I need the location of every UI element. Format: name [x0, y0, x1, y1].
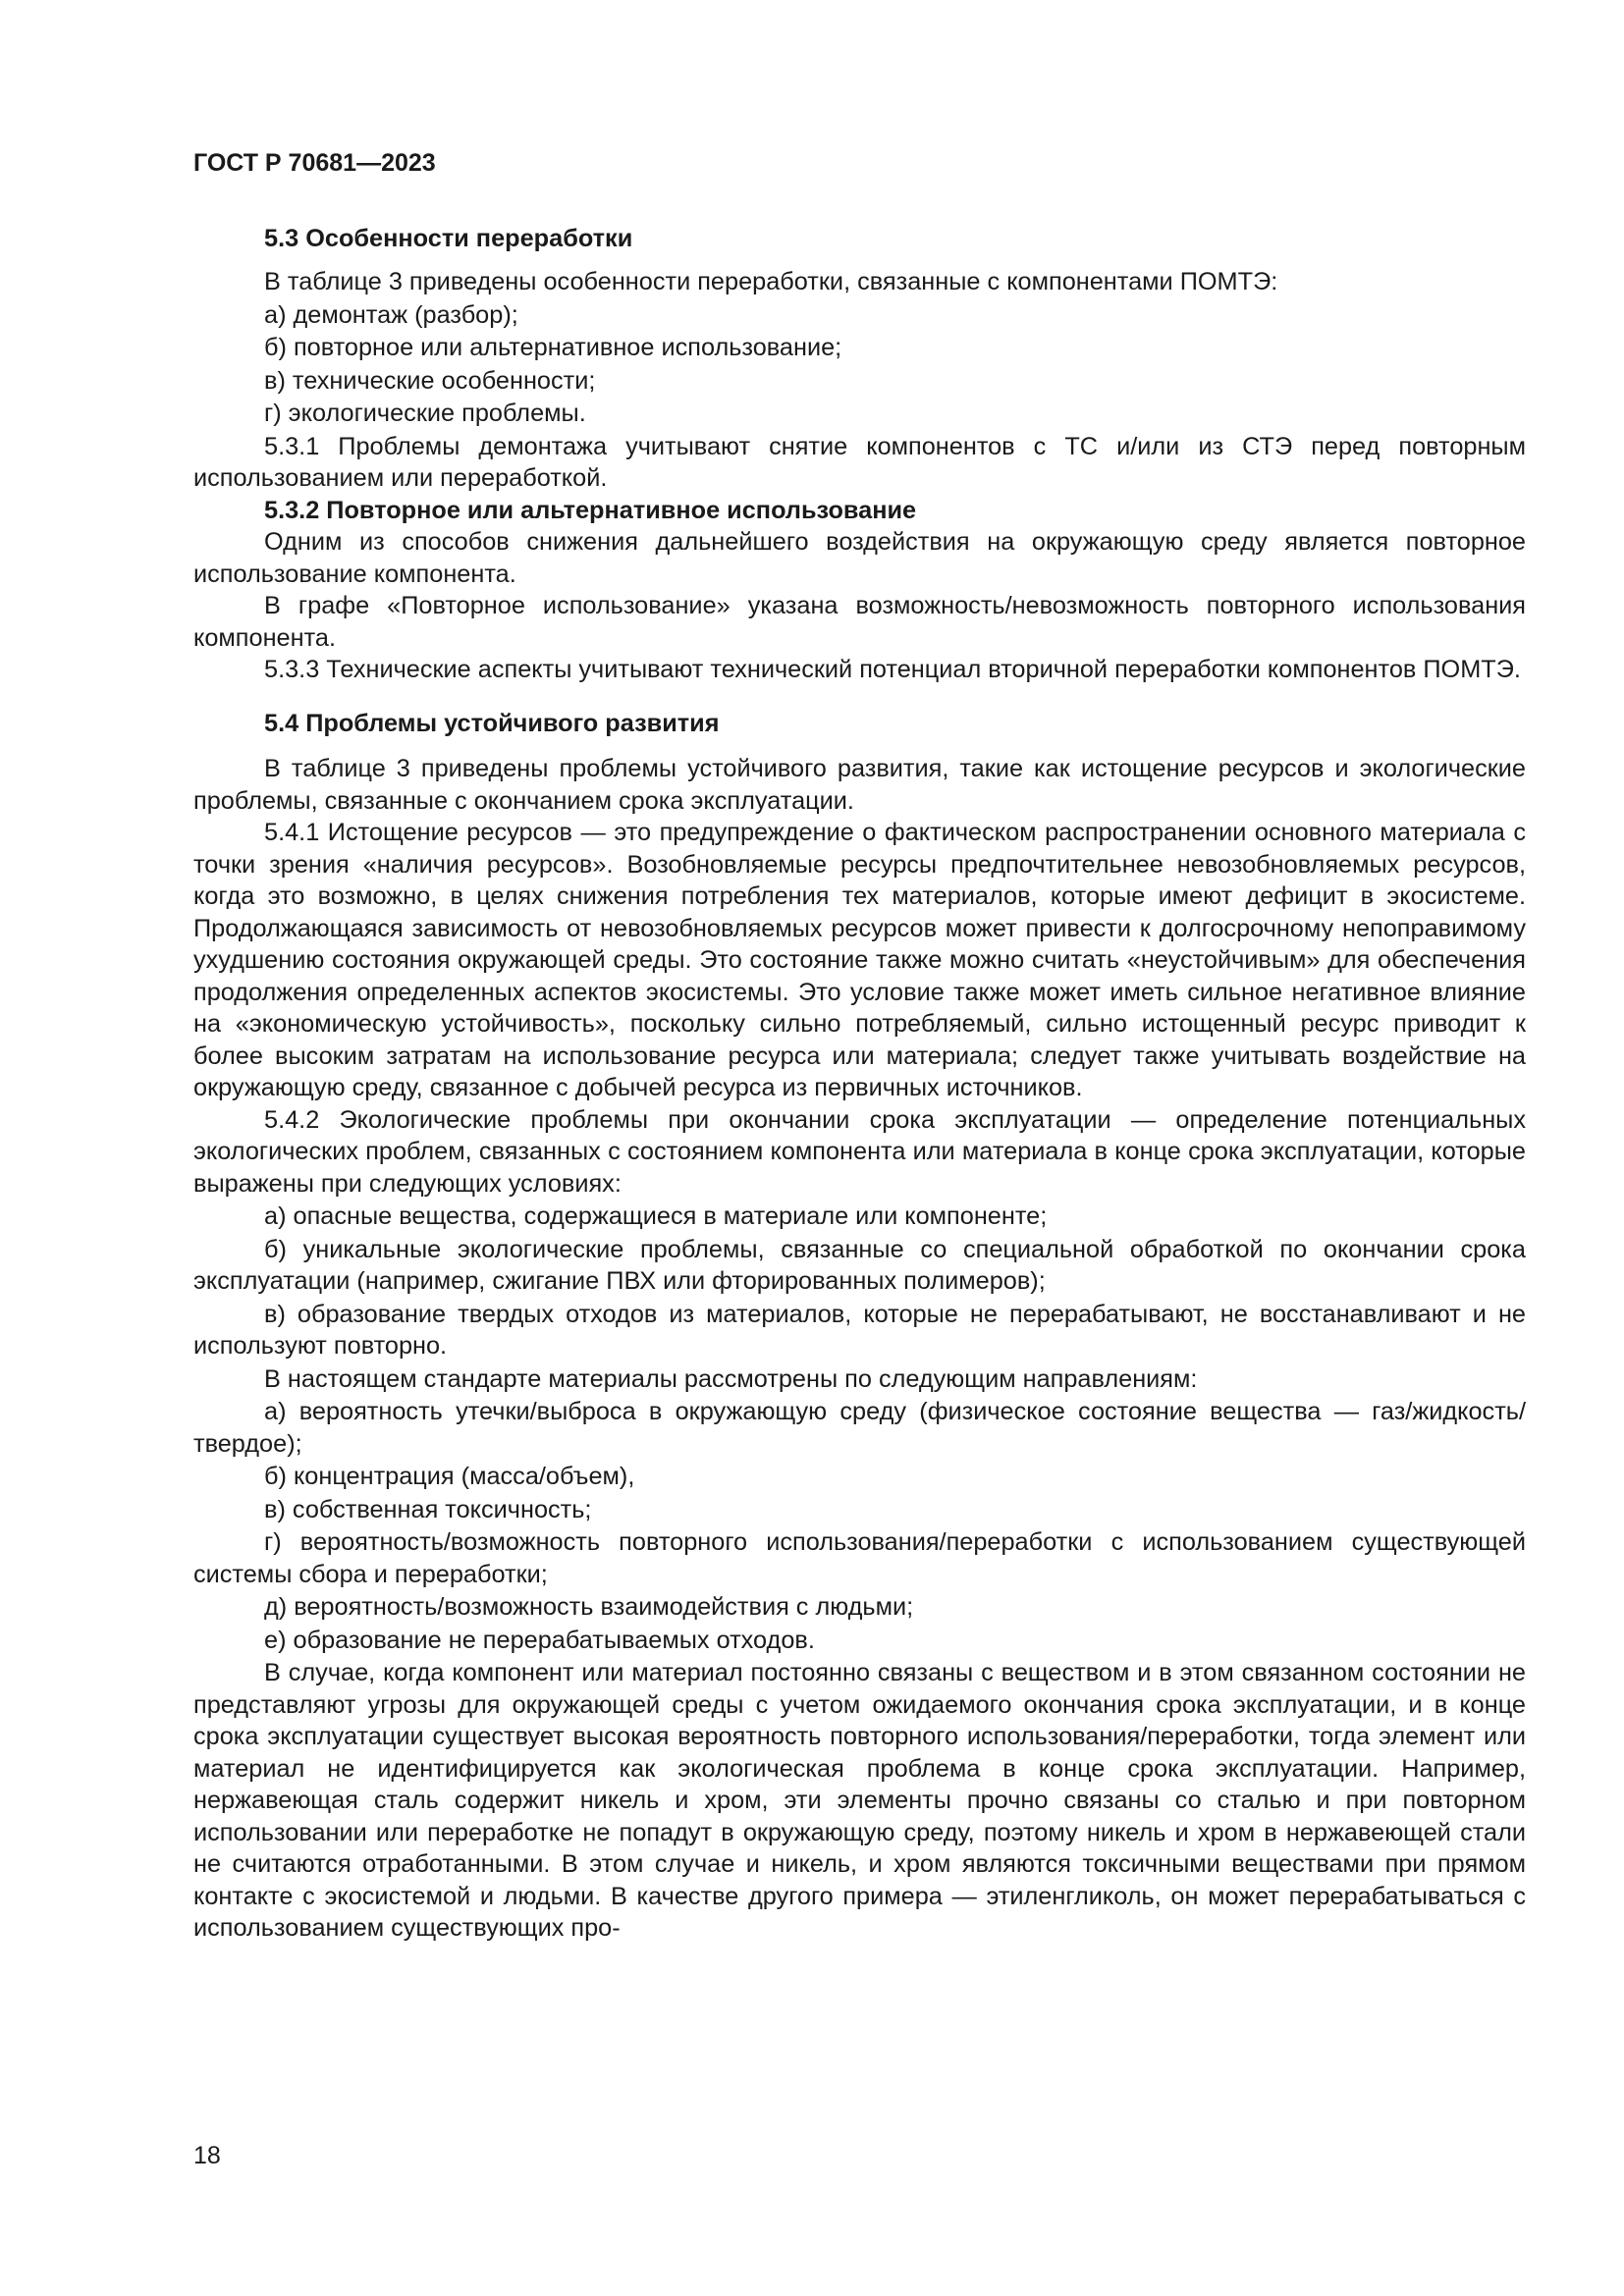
list-item: в) технические особенности;	[264, 366, 596, 395]
section-5-4-title: 5.4 Проблемы устойчивого развития	[264, 709, 720, 737]
list-item: г) экологические проблемы.	[264, 400, 586, 427]
section-5-4-intro: В таблице 3 приведены проблемы устойчивого развития, такие как истощение ресурсов и экологические проблемы, связанные с окончанием срока эксплуатации.	[193, 755, 1526, 815]
list-item: а) демонтаж (разбор);	[264, 300, 518, 329]
list-item: в) собственная токсичность;	[264, 1495, 592, 1523]
document-page	[193, 147, 1526, 1945]
list-item: а) вероятность утечки/выброса в окружающую среду (физическое состояние вещества — газ/жидкость/твердое);	[193, 1398, 1526, 1458]
list-item: в) образование твердых отходов из материалов, которые не перерабатывают, не восстанавливают и не используют повторно.	[193, 1300, 1526, 1360]
paragraph-5-4-1: 5.4.1 Истощение ресурсов — это предупреждение о фактическом распространении основного материала с точки зрения «наличия ресурсов». Возобновляемые ресурсы предпочтительнее невозобновляемых ресурсов, когда это возможно, в целях снижения потребления тех материалов, которые имеют дефицит в экосистеме. Продолжающаяся зависимость от невозобновляемых ресурсов может привести к долгосрочному непоправимому ухудшению состояния окружающей среды. Это состояние также можно считать «неустойчивым» для обеспечения продолжения определенных аспектов экосистемы. Это условие также может иметь сильное негативное влияние на «экономическую устойчивость», поскольку сильно потребляемый, сильно истощенный ресурс приводит к более высоким затратам на использование ресурса или материала; следует также учитывать воздействие на окружающую среду, связанное с добычей ресурса из первичных источников.	[193, 819, 1526, 1101]
list-item: е) образование не перерабатываемых отходов.	[264, 1626, 815, 1654]
paragraph-5-3-2-b: В графе «Повторное использование» указана возможность/невозможность повторного использования компонента.	[193, 592, 1526, 652]
subsection-5-3-2-title: 5.3.2 Повторное или альтернативное использование	[264, 496, 917, 524]
paragraph-5-4-2: 5.4.2 Экологические проблемы при окончании срока эксплуатации — определение потенциальных экологических проблем, связанных с состоянием компонента или материала в конце срока эксплуатации, которые выражены при следующих условиях:	[193, 1105, 1526, 1198]
list-item: а) опасные вещества, содержащиеся в материале или компоненте;	[264, 1202, 1048, 1230]
section-5-3-title: 5.3 Особенности переработки	[264, 224, 633, 252]
paragraph-5-3-2-a: Одним из способов снижения дальнейшего воздействия на окружающую среду является повторное использование компонента.	[193, 528, 1526, 588]
closing-paragraph: В случае, когда компонент или материал постоянно связаны с веществом и в этом связанном состоянии не представляют угрозы для окружающей среды с учетом ожидаемого окончания срока эксплуатации, и в конце срока эксплуатации существует высокая вероятность повторного использования/переработки, тогда элемент или материал не идентифицируется как экологическая проблема в конце срока эксплуатации. Например, нержавеющая сталь содержит никель и хром, эти элементы прочно связаны со сталью и при повторном использовании или переработке не попадут в окружающую среду, поэтому никель и хром в нержавеющей стали не считаются отработанными. В этом случае и никель, и хром являются токсичными веществами при прямом контакте с экосистемой и людьми. В качестве другого примера — этиленгликоль, он может перерабатываться с использованием существующих про-	[193, 1659, 1526, 1942]
section-5-3-intro: В таблице 3 приведены особенности переработки, связанные с компонентами ПОМТЭ:	[264, 268, 1278, 295]
list-item: г) вероятность/возможность повторного использования/переработки с использованием существующей системы сбора и переработки;	[193, 1528, 1526, 1588]
document-header: ГОСТ Р 70681—2023	[193, 149, 436, 177]
paragraph-5-3-3: 5.3.3 Технические аспекты учитывают технический потенциал вторичной переработки компонентов ПОМТЭ.	[264, 656, 1521, 683]
list-item: б) повторное или альтернативное использование;	[264, 334, 842, 361]
list-item: б) концентрация (масса/объем),	[264, 1463, 635, 1490]
paragraph-5-3-1: 5.3.1 Проблемы демонтажа учитывают снятие компонентов с ТС и/или из СТЭ перед повторным использованием или переработкой.	[193, 432, 1526, 492]
list-item: б) уникальные экологические проблемы, связанные со специальной обработкой по окончании срока эксплуатации (например, сжигание ПВХ или фторированных полимеров);	[193, 1235, 1526, 1295]
page-number: 18	[193, 2142, 221, 2169]
directions-intro: В настоящем стандарте материалы рассмотрены по следующим направлениям:	[264, 1364, 1198, 1393]
list-item: д) вероятность/возможность взаимодействия с людьми;	[264, 1593, 914, 1621]
